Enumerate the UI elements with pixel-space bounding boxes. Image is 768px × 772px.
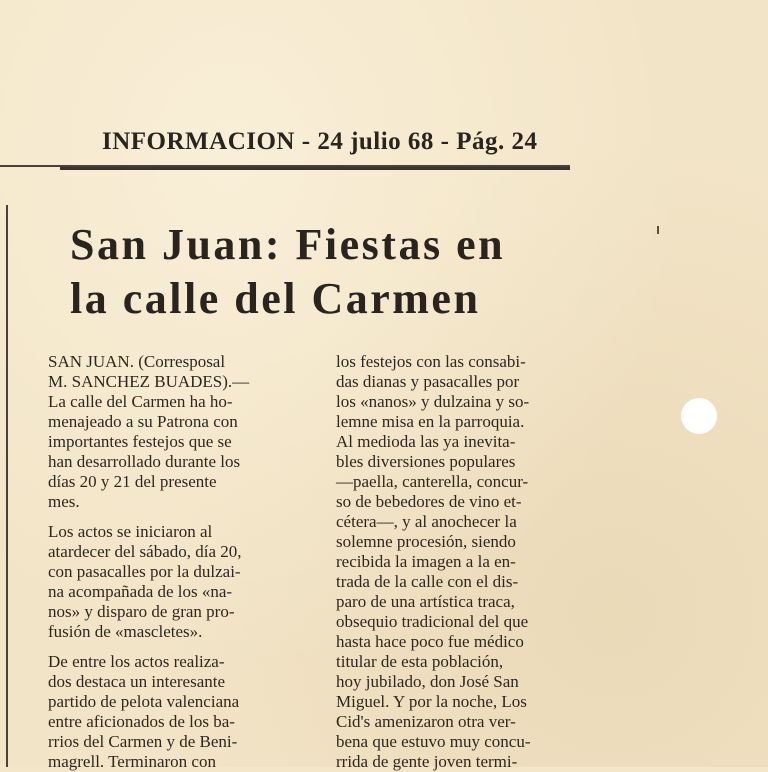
text-line: los festejos con las consabi- [336,352,526,371]
text-line: —paella, canterella, concur- [336,472,529,491]
text-line: entre aficionados de los ba- [48,712,235,731]
text-line: fusión de «mascletes». [48,622,203,641]
text-line: rrios del Carmen y de Beni- [48,732,238,751]
text-line: Al medioda las ya inevita- [336,432,516,451]
text-line: obsequio tradicional del que [336,612,529,631]
text-line: los «nanos» y dulzaina y so- [336,392,530,411]
text-line: De entre los actos realiza- [48,652,225,671]
text-line: bles diversiones populares [336,452,516,471]
masthead-text: INFORMACION - 24 julio 68 - Pág. 24 [102,128,538,155]
text-line: con pasacalles por la dulzai- [48,562,241,581]
text-line: magrell. Terminaron con [48,752,216,771]
text-line: hasta hace poco fue médico [336,632,524,651]
headline-line-1: San Juan: Fiestas en [70,220,506,269]
text-line: SAN JUAN. (Corresposal [48,352,226,371]
text-line: partido de pelota valenciana [48,692,240,711]
article-headline [70,218,630,326]
text-line: hoy jubilado, don José San [336,672,519,691]
text-line: bena que estuvo muy concu- [336,732,531,751]
paragraph-3 [30,652,300,772]
text-line: han desarrollado durante los [48,452,241,471]
text-line: recibida la imagen a la en- [336,552,516,571]
text-line: Cid's amenizaron otra ver- [336,712,516,731]
text-line: atardecer del sábado, día 20, [48,542,242,561]
text-line: solemne procesión, siendo [336,532,516,551]
article-column-left [30,352,300,772]
text-line: trada de la calle con el dis- [336,572,519,591]
text-line: titular de esta población, [336,652,504,671]
text-line: La calle del Carmen ha ho- [48,392,233,411]
text-line: so de bebedores de vino et- [336,492,522,511]
ink-mark [657,226,659,234]
column-border-left [6,205,8,767]
text-line: cétera—, y al anochecer la [336,512,517,531]
masthead-rule-thick [60,167,570,170]
headline-line-2: la calle del Carmen [70,274,481,323]
article-column-right [336,352,616,772]
text-line: lemne misa en la parroquia. [336,412,525,431]
text-line: menajeado a su Patrona con [48,412,238,431]
text-line: días 20 y 21 del presente [48,472,217,491]
text-line: dos destaca un interesante [48,672,226,691]
text-line: Miguel. Y por la noche, Los [336,692,527,711]
text-line: das dianas y pasacalles por [336,372,520,391]
text-line: mes. [48,492,80,511]
text-line: paro de una artística traca, [336,592,515,611]
text-line: M. SANCHEZ BUADES).— [48,372,250,391]
paragraph-1 [30,352,300,512]
text-line: Los actos se iniciaron al [48,522,213,541]
text-line: importantes festejos que se [48,432,232,451]
text-line: rrida de gente joven termi- [336,752,518,771]
paragraph-2 [30,522,300,642]
text-line: nos» y disparo de gran pro- [48,602,235,621]
text-line: na acompañada de los «na- [48,582,233,601]
punch-hole [681,398,717,434]
